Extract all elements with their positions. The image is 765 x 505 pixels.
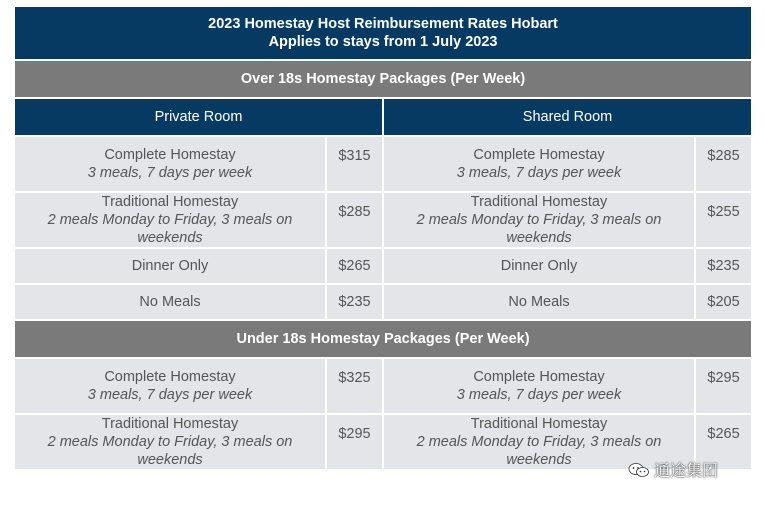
package-detail: 3 meals, 7 days per week (456, 387, 622, 403)
package-cell (383, 358, 695, 414)
private-price: $295 (326, 414, 383, 470)
package-name: Traditional Homestay (101, 194, 239, 210)
column-header-shared: Shared Room (383, 98, 752, 136)
shared-price: $285 (695, 136, 752, 192)
wechat-icon (628, 462, 650, 478)
package-detail: 2 meals Monday to Friday, 3 meals on weekends (47, 434, 293, 468)
package-detail: 2 meals Monday to Friday, 3 meals on weekends (416, 434, 662, 468)
table-title (14, 6, 752, 60)
package-cell (383, 136, 695, 192)
table-row (14, 248, 752, 284)
package-name: Complete Homestay (104, 369, 236, 385)
package-name: Complete Homestay (473, 147, 605, 163)
shared-price: $265 (695, 414, 752, 470)
section-heading-over-18: Over 18s Homestay Packages (Per Week) (14, 60, 752, 98)
package-name: Complete Homestay (104, 147, 236, 163)
shared-price: $295 (695, 358, 752, 414)
shared-price: $255 (695, 192, 752, 248)
private-price: $265 (326, 248, 383, 284)
package-name: No Meals (383, 284, 695, 320)
package-name: Traditional Homestay (470, 194, 608, 210)
private-price: $315 (326, 136, 383, 192)
package-detail: 2 meals Monday to Friday, 3 meals on weekends (416, 212, 662, 246)
private-price: $235 (326, 284, 383, 320)
package-name: Dinner Only (383, 248, 695, 284)
column-header-private: Private Room (14, 98, 383, 136)
package-detail: 2 meals Monday to Friday, 3 meals on weekends (47, 212, 293, 246)
package-detail: 3 meals, 7 days per week (87, 387, 253, 403)
watermark (628, 458, 718, 481)
package-cell (383, 192, 695, 248)
table-row (14, 358, 752, 414)
package-name: No Meals (14, 284, 326, 320)
package-name: Dinner Only (14, 248, 326, 284)
shared-price: $235 (695, 248, 752, 284)
package-detail: 3 meals, 7 days per week (456, 165, 622, 181)
private-price: $325 (326, 358, 383, 414)
package-name: Complete Homestay (473, 369, 605, 385)
package-detail: 3 meals, 7 days per week (87, 165, 253, 181)
rates-table-container (13, 5, 751, 471)
rates-table (13, 5, 753, 471)
package-cell (14, 414, 326, 470)
private-price: $285 (326, 192, 383, 248)
package-cell (14, 136, 326, 192)
table-row (14, 136, 752, 192)
title-line-1: 2023 Homestay Host Reimbursement Rates Hobart (208, 16, 558, 32)
package-cell (14, 358, 326, 414)
table-row (14, 192, 752, 248)
package-cell (14, 192, 326, 248)
package-name: Traditional Homestay (470, 416, 608, 432)
package-name: Traditional Homestay (101, 416, 239, 432)
watermark-text: 通途集团 (654, 461, 719, 480)
title-line-2: Applies to stays from 1 July 2023 (268, 34, 498, 50)
table-row (14, 284, 752, 320)
section-heading-under-18: Under 18s Homestay Packages (Per Week) (14, 320, 752, 358)
shared-price: $205 (695, 284, 752, 320)
